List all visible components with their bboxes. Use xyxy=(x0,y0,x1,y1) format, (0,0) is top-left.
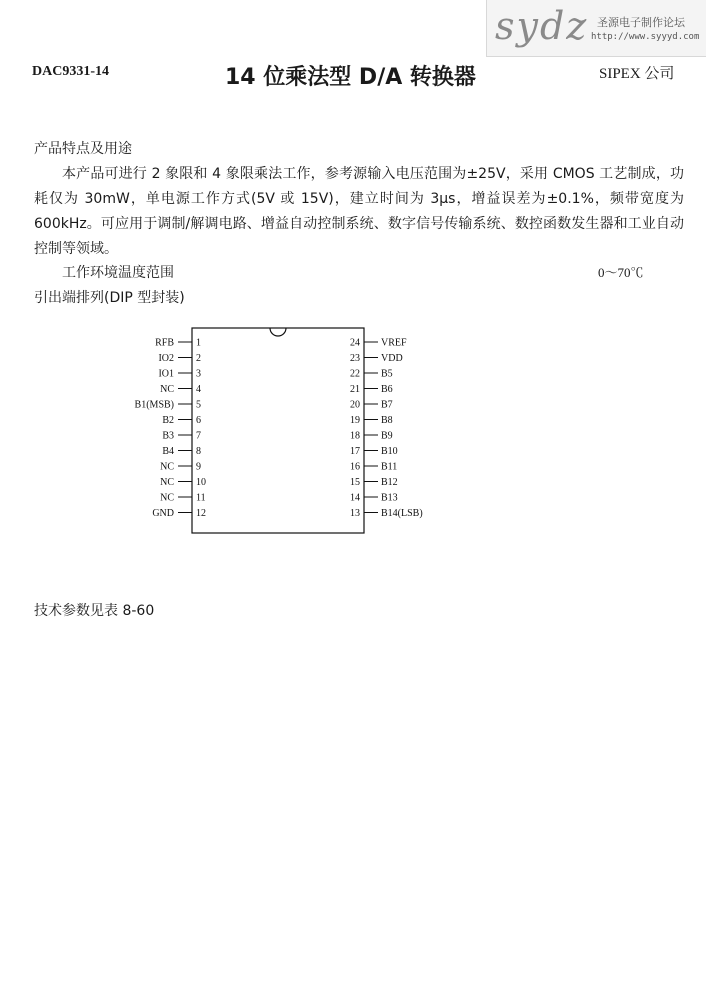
pin-number-right: 18 xyxy=(350,430,360,442)
pin-number-right: 22 xyxy=(350,368,360,380)
pin-name-left: B3 xyxy=(162,430,174,442)
pin-name-right: VREF xyxy=(381,337,407,349)
pin-number-right: 17 xyxy=(350,446,360,457)
pinout-heading: 引出端排列(DIP 型封装) xyxy=(34,290,185,306)
pin-name-right: B8 xyxy=(381,415,393,426)
pin-number-right: 21 xyxy=(350,384,360,395)
pin-name-right: B5 xyxy=(381,368,393,380)
pin-name-right: B10 xyxy=(381,446,398,457)
pin-name-right: B6 xyxy=(381,384,393,395)
pin-number-left: 9 xyxy=(196,461,201,473)
footer-note: 技术参数见表 8-60 xyxy=(34,603,155,619)
pin-number-left: 3 xyxy=(196,368,201,380)
pin-name-right: B14(LSB) xyxy=(381,508,423,519)
pin-number-right: 20 xyxy=(350,399,360,411)
pin-number-left: 7 xyxy=(196,430,201,442)
pin-number-right: 23 xyxy=(350,353,360,364)
pin-number-left: 8 xyxy=(196,446,201,457)
pin-name-right: B11 xyxy=(381,461,398,473)
temp-range-label: 工作环境温度范围 xyxy=(62,265,174,281)
pin-name-left: IO1 xyxy=(158,368,174,380)
pin-name-left: B2 xyxy=(162,415,174,426)
dip-package-diagram xyxy=(100,320,423,530)
watermark-url: http://www.syyyd.com xyxy=(591,32,700,42)
pin-number-left: 5 xyxy=(196,399,201,411)
pin-name-left: B4 xyxy=(162,446,174,457)
pin-name-left: GND xyxy=(152,508,174,519)
pin-name-left: B1(MSB) xyxy=(134,399,174,411)
features-heading: 产品特点及用途 xyxy=(34,141,132,157)
pin-number-right: 14 xyxy=(350,492,360,504)
pin-number-left: 10 xyxy=(196,477,206,488)
pin-number-right: 19 xyxy=(350,415,360,426)
pin-number-left: 4 xyxy=(196,384,201,395)
pin-name-left: NC xyxy=(160,492,174,504)
watermark-logo: sydz xyxy=(495,4,589,48)
temp-range-value: 0～70℃ xyxy=(598,265,644,280)
pin-name-right: B13 xyxy=(381,492,398,504)
chip-notch xyxy=(270,328,286,336)
pin-number-right: 16 xyxy=(350,461,360,473)
pin-name-right: VDD xyxy=(381,353,403,364)
watermark xyxy=(486,0,706,57)
pin-name-left: NC xyxy=(160,461,174,473)
pin-number-left: 2 xyxy=(196,353,201,364)
pin-number-left: 11 xyxy=(196,492,206,504)
pin-name-left: NC xyxy=(160,477,174,488)
pin-number-left: 1 xyxy=(196,337,201,349)
pin-name-left: IO2 xyxy=(158,353,174,364)
pin-number-right: 24 xyxy=(350,337,360,349)
pin-number-left: 12 xyxy=(196,508,206,519)
pin-name-right: B12 xyxy=(381,477,398,488)
model-number: DAC9331-14 xyxy=(32,64,109,79)
pin-name-left: NC xyxy=(160,384,174,395)
pin-name-right: B7 xyxy=(381,399,393,411)
features-body: 本产品可进行 2 象限和 4 象限乘法工作，参考源输入电压范围为±25V，采用 CMOS 工艺制成，功耗仅为 30mW，单电源工作方式(5V 或 15V)，建立时间为 3μs，增益误差为±0.1%，频带宽度为 600kHz。可应用于调制/解调电路、增益自动控制系统、数字信号传输系统、数控函数发生器和工业自动控制等领域。 xyxy=(34,166,684,257)
pin-number-left: 6 xyxy=(196,415,201,426)
pin-name-left: RFB xyxy=(155,337,174,349)
pin-number-right: 13 xyxy=(350,508,360,519)
page-title: 14 位乘法型 D/A 转换器 xyxy=(225,65,476,90)
pin-number-right: 15 xyxy=(350,477,360,488)
watermark-site-name: 圣源电子制作论坛 xyxy=(597,16,685,29)
company-name: SIPEX 公司 xyxy=(599,66,675,82)
pin-name-right: B9 xyxy=(381,430,393,442)
chip-body xyxy=(192,328,364,533)
